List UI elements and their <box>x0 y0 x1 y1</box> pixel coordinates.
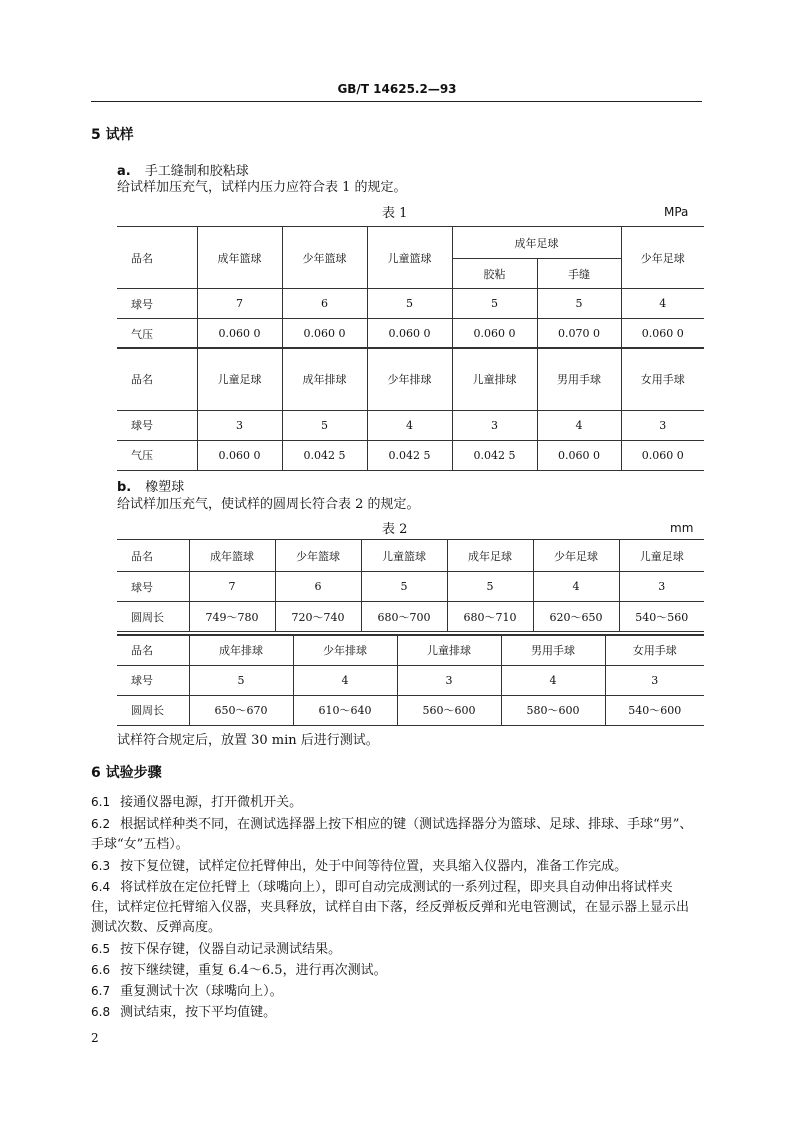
table-cell: 儿童排球 <box>452 348 537 410</box>
t1-top-glued-cell: 胶粘 <box>452 259 537 289</box>
table-2-unit: mm <box>670 521 694 535</box>
t1-top-name-label: 品名 <box>117 227 197 289</box>
t1-top-adult-football-group: 成年足球 <box>452 227 621 259</box>
subsection-b-description: 给试样加压充气，使试样的圆周长符合表 2 的规定。 <box>117 497 420 512</box>
table-cell: 女用手球 <box>605 635 704 665</box>
subsection-a-label: a. <box>117 164 131 179</box>
step-item <box>91 939 341 960</box>
table-cell: 610～640 <box>293 695 397 725</box>
step-number: 6.6 <box>91 963 111 977</box>
page-number: 2 <box>91 1031 99 1045</box>
t1-top-name-cell: 儿童篮球 <box>367 227 452 289</box>
table-cell: 儿童篮球 <box>361 540 447 572</box>
table-cell: 儿童排球 <box>397 635 501 665</box>
table-cell: 4 <box>537 410 621 440</box>
section-6-heading: 6 试验步骤 <box>91 765 162 781</box>
table-cell: 儿童足球 <box>619 540 704 572</box>
table-cell: 7 <box>189 572 275 602</box>
subsection-b-heading <box>117 476 184 495</box>
table-cell: 0.070 0 <box>537 319 621 349</box>
step-text: 测试结束，按下平均值键。 <box>120 1005 277 1020</box>
t2-bottom-circ-label: 圆周长 <box>117 695 189 725</box>
table-cell: 580～600 <box>501 695 605 725</box>
t1-bottom-name-label: 品名 <box>117 348 197 410</box>
table-cell: 620～650 <box>533 602 619 632</box>
table-cell: 0.060 0 <box>367 319 452 349</box>
table-cell: 儿童足球 <box>197 348 282 410</box>
table-cell: 680～700 <box>361 602 447 632</box>
step-item <box>91 877 673 898</box>
step-text: 按下复位键，试样定位托臂伸出，处于中间等待位置，夹具缩入仪器内，准备工作完成。 <box>120 859 628 874</box>
step-text: 按下保存键，仪器自动记录测试结果。 <box>120 942 342 957</box>
step-number: 6.5 <box>91 942 111 956</box>
table-1-bottom <box>117 347 704 471</box>
t1-top-name-cell: 少年篮球 <box>282 227 367 289</box>
t1-top-no-label: 球号 <box>117 289 197 319</box>
table-cell: 男用手球 <box>501 635 605 665</box>
step-number: 6.8 <box>91 1005 111 1019</box>
table-cell: 4 <box>293 665 397 695</box>
step-continuation: 住，试样定位托臂缩入仪器，夹具释放，试样自由下落，经反弹板反弹和光电管测试，在显示器上显示出 <box>91 900 690 915</box>
t2-top-circ-label: 圆周长 <box>117 602 189 632</box>
t1-top-pressure-label: 气压 <box>117 319 197 349</box>
table-cell: 4 <box>533 572 619 602</box>
step-text: 根据试样种类不同，在测试选择器上按下相应的键（测试选择器分为篮球、足球、排球、手球“男”、 <box>120 817 693 832</box>
table-cell: 5 <box>189 665 293 695</box>
table-cell: 3 <box>197 410 282 440</box>
table-2-note: 试样符合规定后，放置 30 min 后进行测试。 <box>117 733 379 748</box>
t1-top-handsewn-cell: 手缝 <box>537 259 621 289</box>
table-cell: 少年排球 <box>367 348 452 410</box>
table-cell: 0.060 0 <box>621 319 704 349</box>
t2-bottom-no-label: 球号 <box>117 665 189 695</box>
table-cell: 720～740 <box>275 602 361 632</box>
step-item <box>91 960 387 981</box>
table-cell: 749～780 <box>189 602 275 632</box>
step-item <box>91 1002 276 1023</box>
step-item <box>91 792 302 813</box>
t2-top-name-label: 品名 <box>117 540 189 572</box>
table-cell: 成年排球 <box>282 348 367 410</box>
table-cell: 成年足球 <box>447 540 533 572</box>
subsection-a-heading <box>117 160 249 179</box>
step-number: 6.4 <box>91 880 111 894</box>
table-cell: 560～600 <box>397 695 501 725</box>
t2-bottom-name-label: 品名 <box>117 635 189 665</box>
table-cell: 0.060 0 <box>452 319 537 349</box>
table-1-unit: MPa <box>664 205 689 219</box>
table-cell: 7 <box>197 289 282 319</box>
table-2-top <box>117 539 704 632</box>
table-cell: 少年排球 <box>293 635 397 665</box>
table-cell: 3 <box>605 665 704 695</box>
step-item <box>91 814 692 835</box>
table-cell: 540～560 <box>619 602 704 632</box>
subsection-b-title: 橡塑球 <box>145 480 185 495</box>
step-number: 6.2 <box>91 817 111 831</box>
step-text: 重复测试十次（球嘴向上）。 <box>120 984 283 999</box>
table-cell: 4 <box>501 665 605 695</box>
step-number: 6.1 <box>91 795 111 809</box>
table-cell: 5 <box>367 289 452 319</box>
table-2-bottom <box>117 634 704 726</box>
subsection-a-description: 给试样加压充气，试样内压力应符合表 1 的规定。 <box>117 180 407 195</box>
table-cell: 0.060 0 <box>197 319 282 349</box>
table-2-caption: 表 2 <box>382 522 408 537</box>
table-cell: 5 <box>361 572 447 602</box>
t1-top-name-cell: 少年足球 <box>621 227 704 289</box>
step-text: 将试样放在定位托臂上（球嘴向上），即可自动完成测试的一系列过程，即夹具自动伸出将试样夹 <box>120 880 673 895</box>
table-cell: 6 <box>275 572 361 602</box>
table-cell: 3 <box>397 665 501 695</box>
subsection-b-label: b. <box>117 480 132 495</box>
table-cell: 0.042 5 <box>367 440 452 470</box>
table-cell: 3 <box>619 572 704 602</box>
table-cell: 3 <box>452 410 537 440</box>
table-cell: 650～670 <box>189 695 293 725</box>
table-cell: 成年篮球 <box>189 540 275 572</box>
table-cell: 女用手球 <box>621 348 704 410</box>
t1-bottom-pressure-label: 气压 <box>117 440 197 470</box>
table-1-caption: 表 1 <box>382 206 408 221</box>
table-cell: 5 <box>447 572 533 602</box>
table-cell: 0.042 5 <box>452 440 537 470</box>
table-cell: 成年排球 <box>189 635 293 665</box>
table-cell: 5 <box>282 410 367 440</box>
step-item <box>91 856 627 877</box>
t1-top-name-cell: 成年篮球 <box>197 227 282 289</box>
table-cell: 6 <box>282 289 367 319</box>
step-text: 接通仪器电源，打开微机开关。 <box>120 795 303 810</box>
table-cell: 0.060 0 <box>197 440 282 470</box>
table-cell: 0.060 0 <box>282 319 367 349</box>
table-cell: 少年足球 <box>533 540 619 572</box>
table-cell: 男用手球 <box>537 348 621 410</box>
table-cell: 4 <box>367 410 452 440</box>
step-number: 6.3 <box>91 859 111 873</box>
table-cell: 少年篮球 <box>275 540 361 572</box>
step-continuation: 测试次数、反弹高度。 <box>91 920 222 935</box>
table-cell: 5 <box>452 289 537 319</box>
table-1-top <box>117 226 704 349</box>
table-cell: 680～710 <box>447 602 533 632</box>
table-cell: 3 <box>621 410 704 440</box>
section-5-heading: 5 试样 <box>91 127 134 143</box>
step-text: 按下继续键，重复 6.4～6.5，进行再次测试。 <box>120 963 387 978</box>
step-item <box>91 981 283 1002</box>
step-number: 6.7 <box>91 984 111 998</box>
step-continuation: 手球“女”五档）。 <box>91 837 189 852</box>
header-rule <box>91 101 702 102</box>
subsection-a-title: 手工缝制和胶粘球 <box>144 164 249 179</box>
standard-number-header: GB/T 14625.2—93 <box>337 82 457 96</box>
t1-bottom-no-label: 球号 <box>117 410 197 440</box>
table-cell: 0.060 0 <box>537 440 621 470</box>
table-cell: 540～600 <box>605 695 704 725</box>
table-cell: 0.060 0 <box>621 440 704 470</box>
table-cell: 4 <box>621 289 704 319</box>
table-cell: 0.042 5 <box>282 440 367 470</box>
table-cell: 5 <box>537 289 621 319</box>
t2-top-no-label: 球号 <box>117 572 189 602</box>
